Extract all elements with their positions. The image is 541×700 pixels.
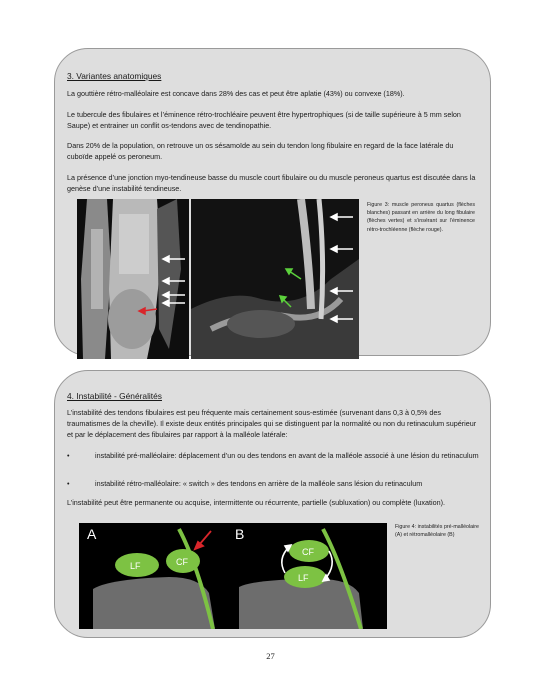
section-heading: 3. Variantes anatomiques <box>67 71 162 81</box>
figure-caption: Figure 4: instabilités pré-malléolaire (A) et rétromalléolaire (B) <box>395 524 479 539</box>
mri-coronal-image <box>77 199 189 359</box>
list-item-text: instabilité rétro-malléolaire: « switch » des tendons en arrière de la malléole sans lésion du retinaculum <box>95 479 423 488</box>
paragraph: Le tubercule des fibulaires et l’éminence rétro-trochléaire peuvent être hypertrophiques (si de taille supérieure à 5 mm selon Saupe) et entrainer un conflit os-tendons avec de tendinopathie. <box>67 110 461 130</box>
figure-caption: Figure 3: muscle peroneus quartus (flèches blanches) passant en arrière du long fibulaire (flèches vertes) et s’insérant sur l’éminence rétro-trochléenne (flèche rouge). <box>367 202 475 233</box>
bullet-icon: • <box>67 479 70 488</box>
paragraph: La présence d’une jonction myo-tendineuse basse du muscle court fibulaire ou du muscle peroneus quartus est discutée dans la genèse d’une instabilité tendineuse. <box>67 173 476 193</box>
lf-label: LF <box>298 573 309 583</box>
mri-sagittal-image <box>191 199 359 359</box>
paragraph: L’instabilité peut être permanente ou acquise, intermittente ou récurrente, partielle (subluxation) ou complète (luxation). <box>67 498 445 507</box>
lf-label: LF <box>130 561 141 571</box>
paragraph: La gouttière rétro-malléolaire est concave dans 28% des cas et peut être aplatie (43%) ou convexe (18%). <box>67 89 405 98</box>
section-heading: 4. Instabilité - Généralités <box>67 391 162 401</box>
panel-a-label: A <box>87 526 97 542</box>
section-panel-instability <box>54 370 491 638</box>
cf-label: CF <box>302 547 314 557</box>
bullet-icon: • <box>67 451 70 460</box>
instability-diagram <box>79 523 387 629</box>
paragraph: Dans 20% de la population, on retrouve un os sésamoïde au sein du tendon long fibulaire en regard de la face latérale du cuboïde appelé os peroneum. <box>67 141 454 161</box>
cf-label: CF <box>176 557 188 567</box>
page-number: 27 <box>266 651 275 661</box>
panel-b-label: B <box>235 526 245 542</box>
list-item-text: instabilité pré-malléolaire: déplacement d’un ou des tendons en avant de la malléole associé à une lésion du retinaculum <box>95 451 479 460</box>
paragraph: L’instabilité des tendons fibulaires est peu fréquente mais certainement sous-estimée (survenant dans 0,3 à 0,5% des traumatismes de la cheville). Il existe deux entités principales qui se distinguent par la normalité ou non du retinaculum supérieur et par le déplacement des fibulaires par rapport à la malléole latérale: <box>67 408 477 439</box>
section-panel-anatomic-variants <box>54 48 491 356</box>
